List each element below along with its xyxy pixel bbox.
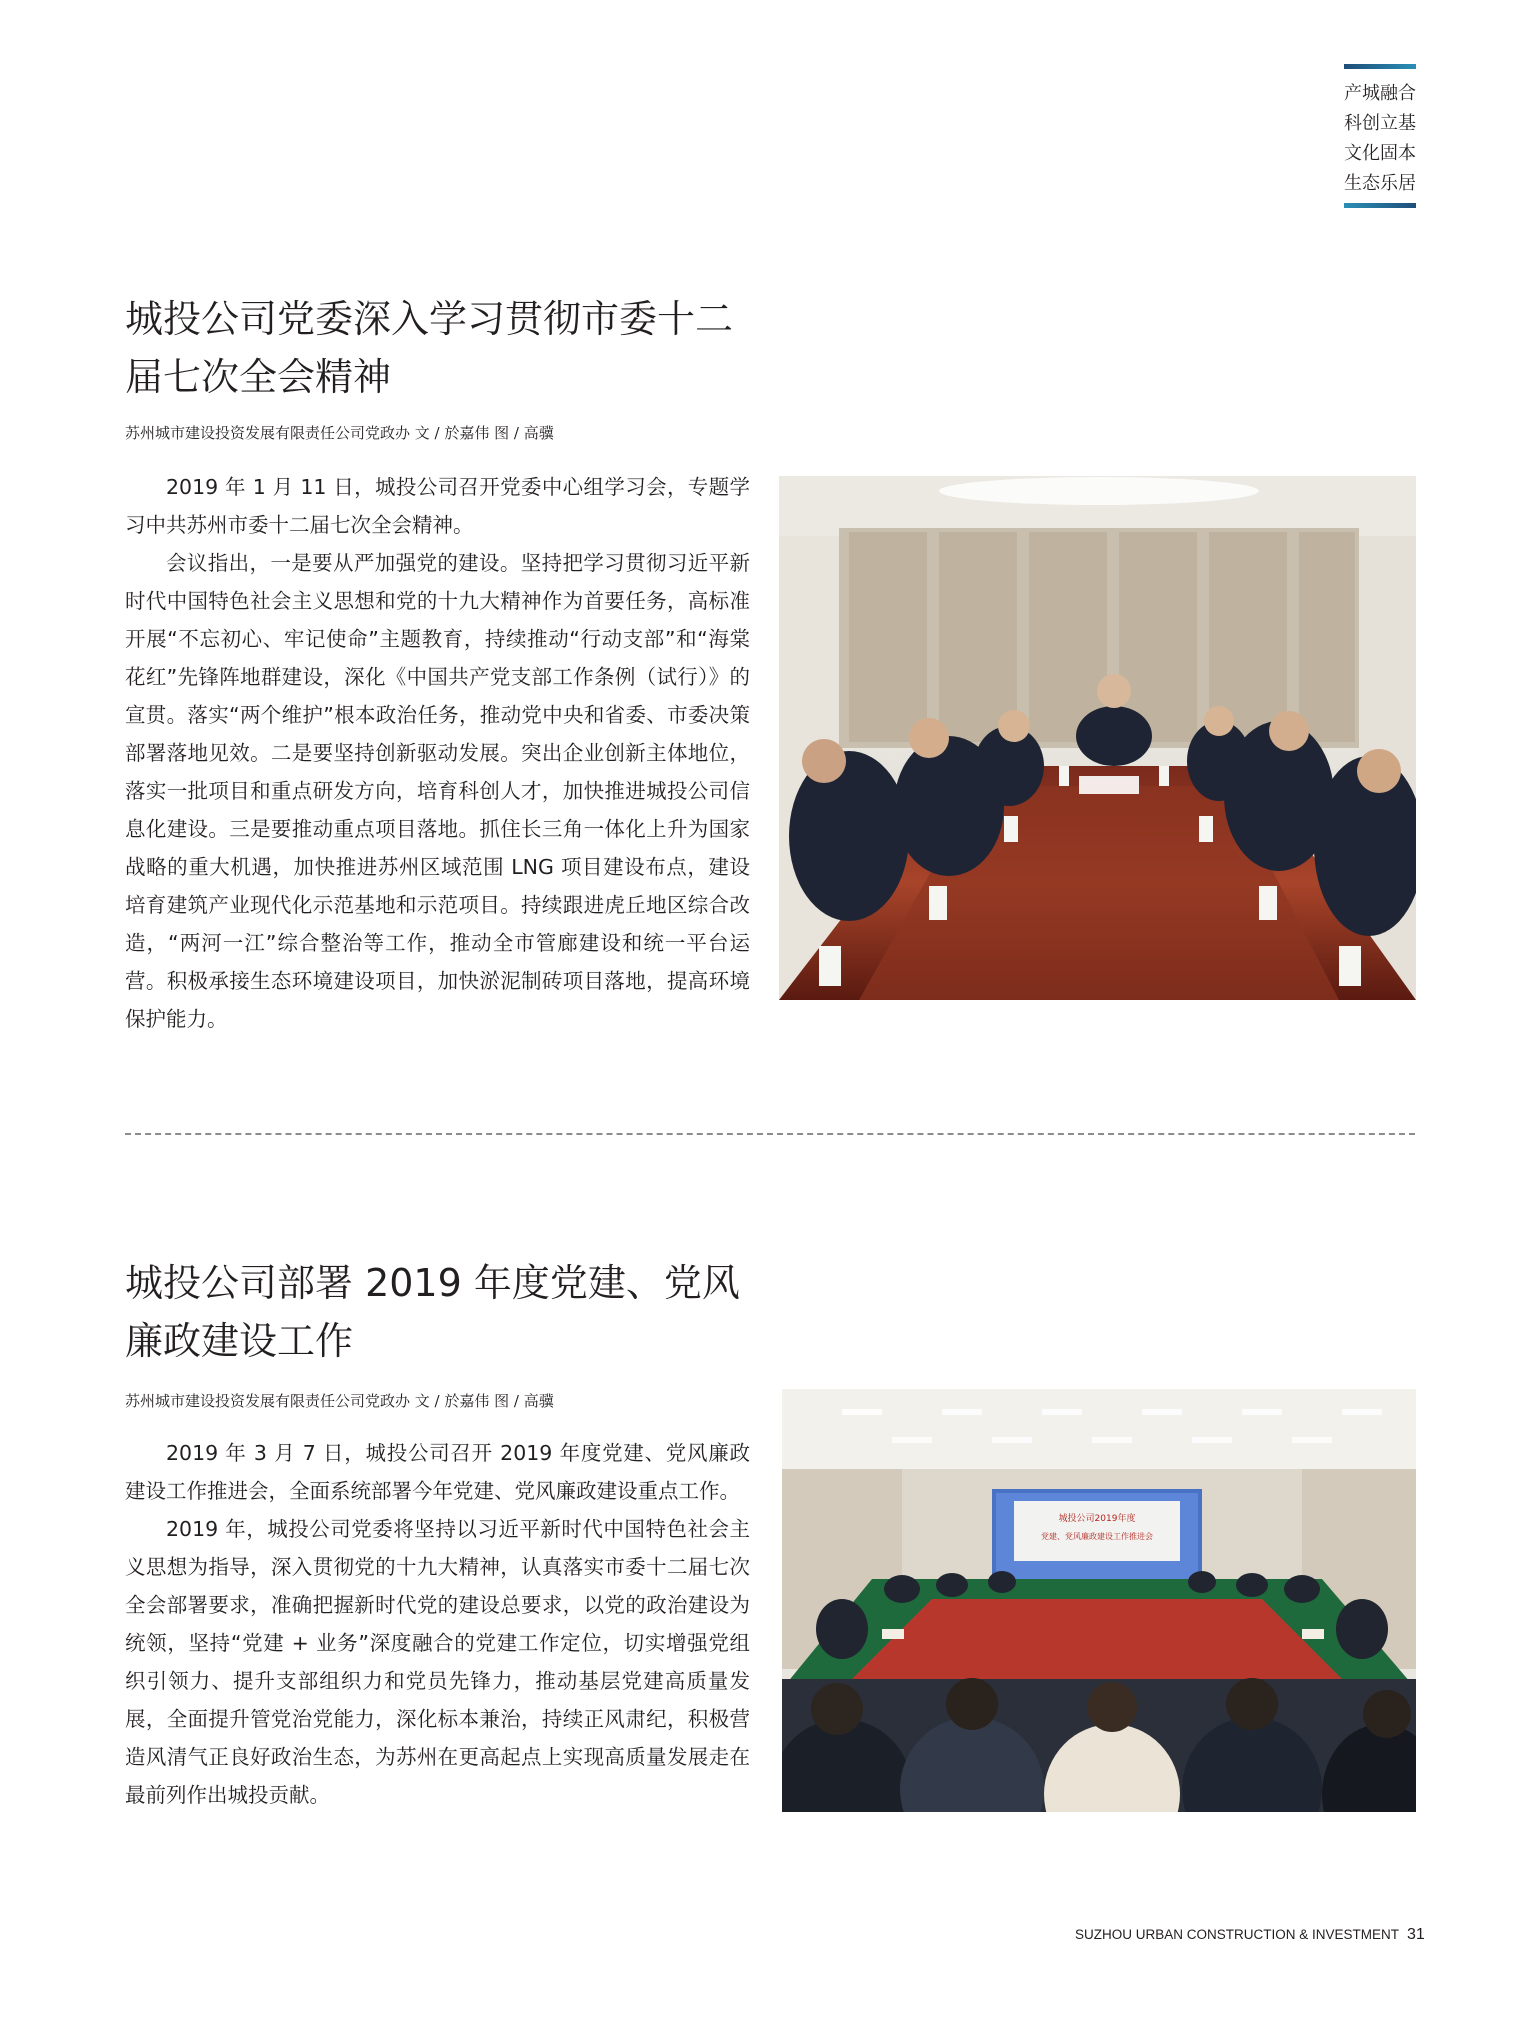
- meeting-room-illustration: [779, 476, 1416, 1000]
- article-2-photo-conference: [782, 1389, 1416, 1812]
- article-1-photo-meeting: [779, 476, 1416, 1000]
- section-nav: [1344, 64, 1416, 208]
- article-1-byline: 苏州城市建设投资发展有限责任公司党政办 文 / 於嘉伟 图 / 高骥: [125, 424, 554, 442]
- article-1-paragraph: 2019 年 1 月 11 日，城投公司召开党委中心组学习会，专题学习中共苏州市委十二届七次全会精神。: [125, 475, 750, 537]
- article-1-paragraph: 会议指出，一是要从严加强党的建设。坚持把学习贯彻习近平新时代中国特色社会主义思想和党的十九大精神作为首要任务，高标准开展“不忘初心、牢记使命”主题教育，持续推动“行动支部”和“海棠花红”先锋阵地群建设，深化《中国共产党支部工作条例（试行）》的宣贯。落实“两个维护”根本政治任务，推动党中央和省委、市委决策部署落地见效。二是要坚持创新驱动发展。突出企业创新主体地位，落实一批项目和重点研发方向，培育科创人才，加快推进城投公司信息化建设。三是要推动重点项目落地。抓住长三角一体化上升为国家战略的重大机遇，加快推进苏州区域范围 LNG 项目建设布点，建设培育建筑产业现代化示范基地和示范项目。持续跟进虎丘地区综合改造，“两河一江”综合整治等工作，推动全市管廊建设和统一平台运营。积极承接生态环境建设项目，加快淤泥制砖项目落地，提高环境保护能力。: [125, 551, 750, 1031]
- nav-item-culture[interactable]: 文化固本: [1344, 143, 1416, 164]
- nav-bottom-rule: [1344, 203, 1416, 208]
- section-divider: [125, 1133, 1415, 1135]
- nav-item-ecology[interactable]: 生态乐居: [1344, 173, 1416, 194]
- article-2-paragraph: 2019 年，城投公司党委将坚持以习近平新时代中国特色社会主义思想为指导，深入贯彻党的十九大精神，认真落实市委十二届七次全会部署要求，准确把握新时代党的建设总要求，以党的政治建设为统领，坚持“党建 + 业务”深度融合的党建工作定位，切实增强党组织引领力、提升支部组织力和党员先锋力，推动基层党建高质量发展，全面提升管党治党能力，深化标本兼治，持续正风肃纪，积极营造风清气正良好政治生态，为苏州在更高起点上实现高质量发展走在最前列作出城投贡献。: [125, 1517, 750, 1807]
- article-1-body: [125, 468, 750, 1038]
- nav-item-industry-city[interactable]: 产城融合: [1344, 83, 1416, 104]
- article-2-body: [125, 1434, 750, 1814]
- banner-line-2: 党建、党风廉政建设工作推进会: [1041, 1532, 1153, 1541]
- article-2-title: 城投公司部署 2019 年度党建、党风廉政建设工作: [125, 1261, 740, 1363]
- article-2-paragraph: 2019 年 3 月 7 日，城投公司召开 2019 年度党建、党风廉政建设工作推进会，全面系统部署今年党建、党风廉政建设重点工作。: [125, 1441, 750, 1503]
- conference-hall-illustration: [782, 1389, 1416, 1812]
- nav-item-innovation[interactable]: 科创立基: [1344, 113, 1416, 134]
- page-footer: [1075, 1926, 1425, 1944]
- article-2-byline: 苏州城市建设投资发展有限责任公司党政办 文 / 於嘉伟 图 / 高骥: [125, 1392, 554, 1410]
- article-1-title: 城投公司党委深入学习贯彻市委十二届七次全会精神: [125, 297, 734, 399]
- page-number: 31: [1407, 1926, 1425, 1943]
- publication-name: SUZHOU URBAN CONSTRUCTION & INVESTMENT: [1075, 1927, 1400, 1942]
- banner-line-1: 城投公司2019年度: [1058, 1514, 1136, 1524]
